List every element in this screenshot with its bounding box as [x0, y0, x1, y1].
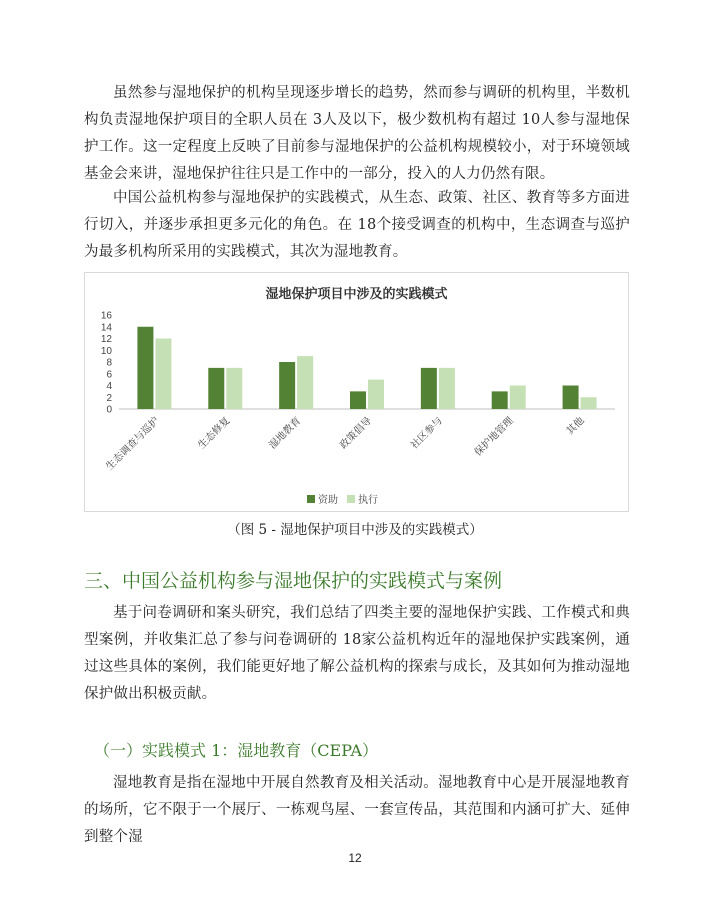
bar-funding [208, 368, 224, 409]
bar-execution [368, 380, 384, 409]
legend-label: 执行 [358, 495, 378, 506]
y-tick-label: 14 [100, 322, 112, 334]
legend-label: 资助 [318, 495, 338, 506]
bar-execution [226, 368, 242, 409]
bar-chart [85, 273, 628, 511]
body-paragraph-3: 基于问卷调研和案头研究，我们总结了四类主要的湿地保护实践、工作模式和典型案例，并收集汇总了参与问卷调研的 18家公益机构近年的湿地保护实践案例，通过这些具体的案例，我们能更好地了解公益机构的探索与成长，及其如何为推动湿地保护做出积极贡献。 [84, 605, 630, 702]
y-tick-label: 2 [106, 392, 112, 404]
body-paragraph-1: 虽然参与湿地保护的机构呈现逐步增长的趋势，然而参与调研的机构里，半数机构负责湿地保护项目的全职人员在 3人及以下，极少数机构有超过 10人参与湿地保护工作。这一定程度上反映了目前参与湿地保护的公益机构规模较小，对于环境领域基金会来讲，湿地保护往往只是工作中的一部分，投入的人力仍然有限。 [84, 85, 630, 182]
bar-execution [297, 356, 313, 409]
x-tick-label: 社区参与 [408, 415, 445, 452]
body-paragraph-4: 湿地教育是指在湿地中开展自然教育及相关活动。湿地教育中心是开展湿地教育的场所，它不限于一个展厅、一栋观鸟屋、一套宣传品，其范围和内涵可扩大、延伸到整个湿 [84, 775, 630, 845]
page-number: 12 [348, 851, 362, 865]
x-tick-label: 其他 [564, 415, 587, 438]
legend-swatch [307, 495, 315, 503]
y-tick-label: 10 [100, 345, 112, 357]
y-tick-label: 0 [106, 404, 112, 416]
bar-funding [492, 391, 508, 409]
chart-title: 湿地保护项目中涉及的实践模式 [265, 286, 448, 301]
subsection-title: （一）实践模式 1：湿地教育（CEPA） [94, 741, 379, 760]
bar-execution [510, 386, 526, 410]
section-title: 三、中国公益机构参与湿地保护的实践模式与案例 [84, 570, 503, 592]
x-tick-label: 保护地管理 [472, 415, 516, 459]
y-tick-label: 12 [100, 334, 112, 345]
x-tick-label: 生态修复 [196, 415, 233, 452]
legend-swatch [347, 495, 355, 503]
chart-container [84, 272, 629, 512]
bar-funding [563, 386, 579, 410]
bar-execution [155, 339, 171, 410]
bar-execution [581, 397, 597, 409]
body-paragraph-2: 中国公益机构参与湿地保护的实践模式，从生态、政策、社区、教育等多方面进行切入，并逐步承担更多元化的角色。在 18个接受调查的机构中，生态调查与巡护为最多机构所采用的实践模式，其次为湿地教育。 [84, 190, 630, 260]
x-tick-label: 政策倡导 [338, 415, 375, 452]
y-tick-label: 16 [100, 310, 112, 322]
y-tick-label: 8 [106, 357, 112, 369]
x-tick-label: 生态调查与巡护 [104, 415, 162, 473]
y-tick-label: 4 [106, 381, 112, 392]
bar-funding [350, 391, 366, 409]
figure-caption: （图 5 - 湿地保护项目中涉及的实践模式） [227, 522, 483, 538]
bar-funding [421, 368, 437, 409]
bar-funding [279, 362, 295, 409]
y-tick-label: 6 [106, 369, 112, 381]
bar-execution [439, 368, 455, 409]
x-tick-label: 湿地教育 [267, 415, 304, 452]
bar-funding [137, 327, 153, 409]
